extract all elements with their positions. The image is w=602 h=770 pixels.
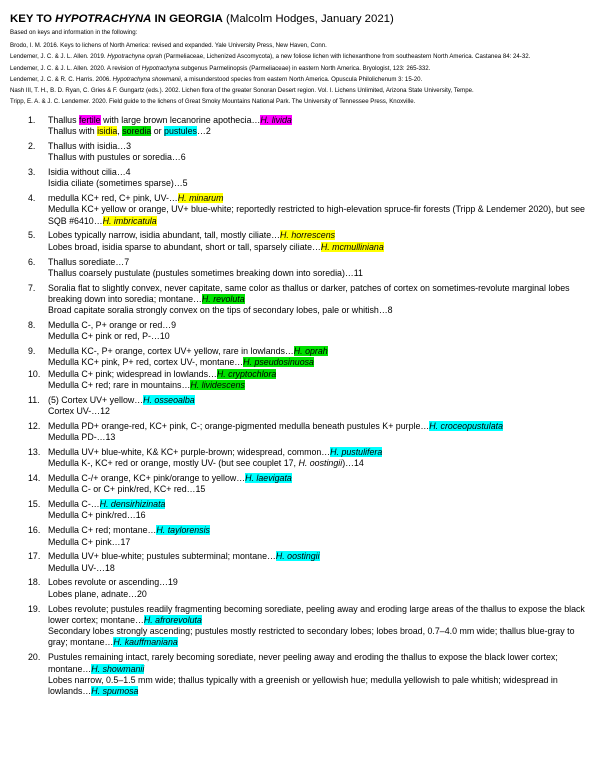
key-couplet <box>10 499 590 522</box>
lead-text: Isidia without cilia…4 <box>48 166 131 177</box>
couplet-number: 17. <box>28 551 41 562</box>
key-couplet <box>10 230 590 253</box>
couplet-lead <box>48 242 590 253</box>
reference-list <box>10 42 590 107</box>
key-couplet <box>10 257 590 280</box>
couplet-lead <box>48 167 590 178</box>
lead-text: Medulla C-, P+ orange or red…9 <box>48 320 177 331</box>
lead-text: Medulla C+ pink…17 <box>48 536 131 547</box>
lead-text: Broad capitate soralia strongly convex on the tips of secondary lobes, pale or whitish…8 <box>48 305 393 316</box>
lead-text: , <box>117 126 123 137</box>
couplet-lead <box>48 537 590 548</box>
key-couplet <box>10 369 590 392</box>
reference-entry <box>10 87 590 95</box>
taxon-name: H. osseoalba <box>143 394 195 405</box>
couplet-number: 13. <box>28 447 41 457</box>
couplet-number: 12. <box>28 420 41 431</box>
couplet-lead <box>48 346 590 357</box>
couplet-lead <box>48 369 590 380</box>
lead-text: …2 <box>196 126 211 137</box>
lead-text: Lobes plane, adnate…20 <box>48 588 147 599</box>
lead-text: Lobes revolute or ascending…19 <box>48 577 178 588</box>
couplet-lead <box>48 305 590 316</box>
lead-text: isidia <box>97 126 118 137</box>
couplet-lead <box>48 626 590 649</box>
lead-text: Medulla C+ red; montane… <box>48 525 157 536</box>
lead-text: Medulla C+ pink; widespread in lowlands… <box>48 368 217 379</box>
key-couplet <box>10 283 590 317</box>
couplet-lead <box>48 675 590 698</box>
reference-entry <box>10 76 590 84</box>
couplet-number: 11. <box>28 394 40 405</box>
couplet-lead <box>48 484 590 495</box>
couplet-lead <box>48 604 590 627</box>
couplet-lead <box>48 577 590 588</box>
taxon-name: H. oostingii <box>275 551 320 562</box>
reference-text: Tripp, E. A. & J. C. Lendemer. 2020. Field guide to the lichens of Great Smoky Mountains National Park. The University of Tennessee Press, Knoxville. <box>10 98 416 106</box>
couplet-number: 19. <box>28 603 41 614</box>
couplet-number: 20. <box>28 652 41 663</box>
lead-text: with large brown lecanorine apothecia… <box>100 114 261 125</box>
reference-text: , a misunderstood species from eastern North America. Opuscula Philolichenum 3: 15-20. <box>180 75 423 83</box>
based-on-line: Based on keys and information in the following: <box>10 29 138 36</box>
key-couplet <box>10 421 590 444</box>
lead-text: (5) Cortex UV+ yellow… <box>48 394 144 405</box>
couplet-number: 15. <box>28 499 41 510</box>
lead-text: Pustules remaining intact, rarely becoming sorediate, never peeling away and eroding the thallus to expose the black lower cortex; montane… <box>48 652 558 674</box>
taxon-name: H. pustulifera <box>330 447 383 457</box>
key-couplet <box>10 577 590 600</box>
lead-text: medulla KC+ red, C+ pink, UV-… <box>48 193 178 204</box>
couplet-number: 8. <box>28 320 36 331</box>
key-couplet <box>10 395 590 418</box>
taxon-name: H. croceopustulata <box>429 420 503 431</box>
key-couplet <box>10 447 590 470</box>
lead-text: Medulla C+ pink/red…16 <box>48 510 146 521</box>
title-suffix: IN GEORGIA <box>151 13 223 25</box>
couplet-lead <box>48 395 590 406</box>
couplet-number: 10. <box>28 368 41 379</box>
couplet-lead <box>48 499 590 510</box>
couplet-lead <box>48 563 590 574</box>
taxon-name: H. pseudosinuosa <box>243 357 314 368</box>
reference-text: Lendemer, J. C. & J. L. Allen. 2020. A revision of <box>10 64 142 72</box>
couplet-number: 1. <box>28 114 36 125</box>
document-title <box>10 12 590 26</box>
lead-text: Thallus with <box>48 126 98 137</box>
key-couplet <box>10 193 590 227</box>
couplet-lead <box>48 458 590 469</box>
lead-text: or <box>151 126 165 137</box>
lead-text: Thallus <box>48 114 79 125</box>
taxon-name: H. oprah <box>293 346 328 357</box>
reference-text: (Parmeliaceae, Lichenized Ascomycota), a new foliose lichen with lichexanthone from southeastern North America. Castanea 84: 24-32. <box>162 53 531 61</box>
lead-text: Medulla UV+ blue-white; pustules subterminal; montane… <box>48 551 276 562</box>
couplet-number: 16. <box>28 525 41 536</box>
lead-text: )…14 <box>342 458 364 469</box>
lead-text: Lobes typically narrow, isidia abundant, tall, mostly ciliate… <box>48 230 281 241</box>
couplet-lead <box>48 320 590 331</box>
lead-text: Lobes narrow, 0.5–1.5 mm wide; thallus typically with a greenish or yellowish hue; medulla yellowish to pale whitish; widespread in lowlands… <box>48 674 558 697</box>
reference-text: Brodo, I. M. 2016. Keys to lichens of North America: revised and expanded. Yale University Press, New Haven, Conn. <box>10 42 327 49</box>
couplet-number: 9. <box>28 346 36 357</box>
couplet-lead <box>48 652 590 675</box>
key-couplets <box>10 115 590 698</box>
key-couplet <box>10 604 590 649</box>
couplet-lead <box>48 406 590 417</box>
couplet-lead <box>48 115 590 126</box>
key-couplet <box>10 473 590 496</box>
couplet-lead <box>48 283 590 306</box>
couplet-lead <box>48 551 590 562</box>
couplet-number: 5. <box>28 230 36 241</box>
lead-text: Thallus with isidia…3 <box>48 140 132 151</box>
lead-text: soredia <box>122 126 152 137</box>
lead-text: Lobes revolute; pustules readily fragmenting becoming sorediate, peeling away and eroding large areas of the thallus to expose the black lower cortex; montane… <box>48 603 585 625</box>
lead-text: fertile <box>78 114 101 125</box>
document-page <box>10 12 590 697</box>
key-couplet <box>10 525 590 548</box>
lead-text: Secondary lobes strongly ascending; pustules mostly restricted to secondary lobes; lobes broad, 0.7–4.0 mm wide; thallus blue-gray to gray; montane… <box>48 626 575 648</box>
reference-text: Hypotrachyna oprah <box>107 53 163 61</box>
reference-text: Lendemer, J. C. & J. L. Allen. 2019. <box>10 53 108 61</box>
couplet-lead <box>48 525 590 536</box>
couplet-lead <box>48 126 590 137</box>
key-couplet <box>10 167 590 190</box>
reference-text: Nash III, T. H., B. D. Ryan, C. Gries & F. Gungartz (eds.). 2002. Lichen flora of the greater Sonoran Desert region. Vol. I. Lichens Unlimited, Arizona State University, Tempe. <box>10 87 474 95</box>
taxon-name: H. cryptochlora <box>216 368 277 379</box>
title-prefix: KEY TO <box>10 13 56 25</box>
couplet-number: 7. <box>28 282 36 293</box>
lead-text: Medulla C-… <box>48 499 100 510</box>
lead-text: Medulla C-/+ orange, KC+ pink/orange to yellow… <box>48 473 246 484</box>
taxon-name: H. showmanii <box>91 663 145 674</box>
couplet-lead <box>48 141 590 152</box>
taxon-name: H. revoluta <box>201 293 245 304</box>
lead-text: Medulla K-, KC+ red or orange, mostly UV- (but see couplet 17, <box>48 458 299 469</box>
title-genus: HYPOTRACHYNA <box>55 13 152 25</box>
couplet-lead <box>48 230 590 241</box>
couplet-lead <box>48 152 590 163</box>
lead-text: Lobes broad, isidia sparse to abundant, short or tall, sparsely ciliate… <box>48 241 321 252</box>
couplet-lead <box>48 589 590 600</box>
couplet-lead <box>48 193 590 204</box>
couplet-lead <box>48 473 590 484</box>
lead-text: Cortex UV-…12 <box>48 406 110 417</box>
couplet-lead <box>48 380 590 391</box>
taxon-name: H. taylorensis <box>156 525 210 536</box>
lead-text: Medulla KC+ yellow or orange, UV+ blue-white; reportedly restricted to high-elevation spruce-fir forests (Tripp & Lendemer 2020), but see SQB #6410… <box>48 204 585 226</box>
lead-text: Medulla UV-…18 <box>48 562 115 573</box>
couplet-lead <box>48 257 590 268</box>
couplet-lead <box>48 447 590 458</box>
taxon-name: H. horrescens <box>280 230 336 241</box>
lead-text: Medulla C- or C+ pink/red, KC+ red…15 <box>48 484 206 495</box>
lead-text: Thallus with pustules or soredia…6 <box>48 152 186 163</box>
taxon-name: H. kauffmaniana <box>113 637 178 648</box>
key-couplet <box>10 652 590 697</box>
taxon-name: H. oostingii <box>298 458 343 469</box>
key-couplet <box>10 346 590 369</box>
lead-text: Soralia flat to slightly convex, never capitate, same color as thallus or darker, patches of cortex on sometimes-revolute marginal lobes breaking down into soredia; montane… <box>48 282 570 304</box>
couplet-number: 3. <box>28 166 36 177</box>
key-couplet <box>10 115 590 138</box>
reference-entry <box>10 65 590 73</box>
lead-text: Medulla PD+ orange-red, KC+ pink, C-; orange-pigmented medulla beneath pustules K+ purple… <box>48 420 430 431</box>
couplet-number: 6. <box>28 256 36 267</box>
lead-text: Thallus sorediate…7 <box>48 256 130 267</box>
taxon-name: H. minarum <box>177 193 224 204</box>
reference-text: Hypotrachyna <box>141 64 180 72</box>
taxon-name: H. laevigata <box>245 473 292 484</box>
lead-text: Medulla PD-…13 <box>48 432 116 443</box>
reference-text: Lendemer, J. C. & R. C. Harris. 2006. <box>10 75 113 83</box>
couplet-lead <box>48 510 590 521</box>
lead-text: Medulla C+ pink or red, P-…10 <box>48 331 170 342</box>
reference-entry <box>10 98 590 106</box>
key-couplet <box>10 141 590 164</box>
lead-text: Medulla UV+ blue-white, K& KC+ purple-brown; widespread, common… <box>48 447 331 457</box>
taxon-name: H. densirhizinata <box>99 499 166 510</box>
couplet-lead <box>48 204 590 227</box>
couplet-number: 2. <box>28 140 36 151</box>
lead-text: Isidia ciliate (sometimes sparse)…5 <box>48 178 188 189</box>
reference-text: Hypotrachyna showmanii <box>112 75 181 83</box>
couplet-lead <box>48 421 590 432</box>
taxon-name: H. afrorevoluta <box>143 614 202 625</box>
couplet-number: 4. <box>28 193 36 204</box>
lead-text: Medulla KC-, P+ orange, cortex UV+ yellow, rare in lowlands… <box>48 346 294 357</box>
reference-entry <box>10 53 590 61</box>
couplet-lead <box>48 432 590 443</box>
couplet-lead <box>48 268 590 279</box>
taxon-name: H. livida <box>260 114 292 125</box>
lead-text: Medulla C+ red; rare in mountains… <box>48 380 191 391</box>
taxon-name: H. spumosa <box>91 686 139 697</box>
taxon-name: H. imbricatula <box>102 215 157 226</box>
couplet-lead <box>48 178 590 189</box>
key-couplet <box>10 320 590 343</box>
reference-entry <box>10 42 590 50</box>
taxon-name: H. mcmulliniana <box>320 241 384 252</box>
couplet-number: 14. <box>28 473 41 484</box>
couplet-number: 18. <box>28 577 41 588</box>
title-author: (Malcolm Hodges, January 2021) <box>222 13 394 25</box>
key-couplet <box>10 551 590 574</box>
couplet-lead <box>48 331 590 342</box>
lead-text: Medulla KC+ pink, P+ red, cortex UV-, montane… <box>48 357 244 368</box>
reference-text: subgenus Parmelinopsis (Parmeliaceae) in eastern North America. Bryologist, 123: 265-332. <box>179 64 431 72</box>
couplet-lead <box>48 357 590 368</box>
taxon-name: H. lividescens <box>190 380 245 391</box>
lead-text: pustules <box>164 126 197 137</box>
lead-text: Thallus coarsely pustulate (pustules sometimes breaking down into soredia)…11 <box>48 267 363 278</box>
